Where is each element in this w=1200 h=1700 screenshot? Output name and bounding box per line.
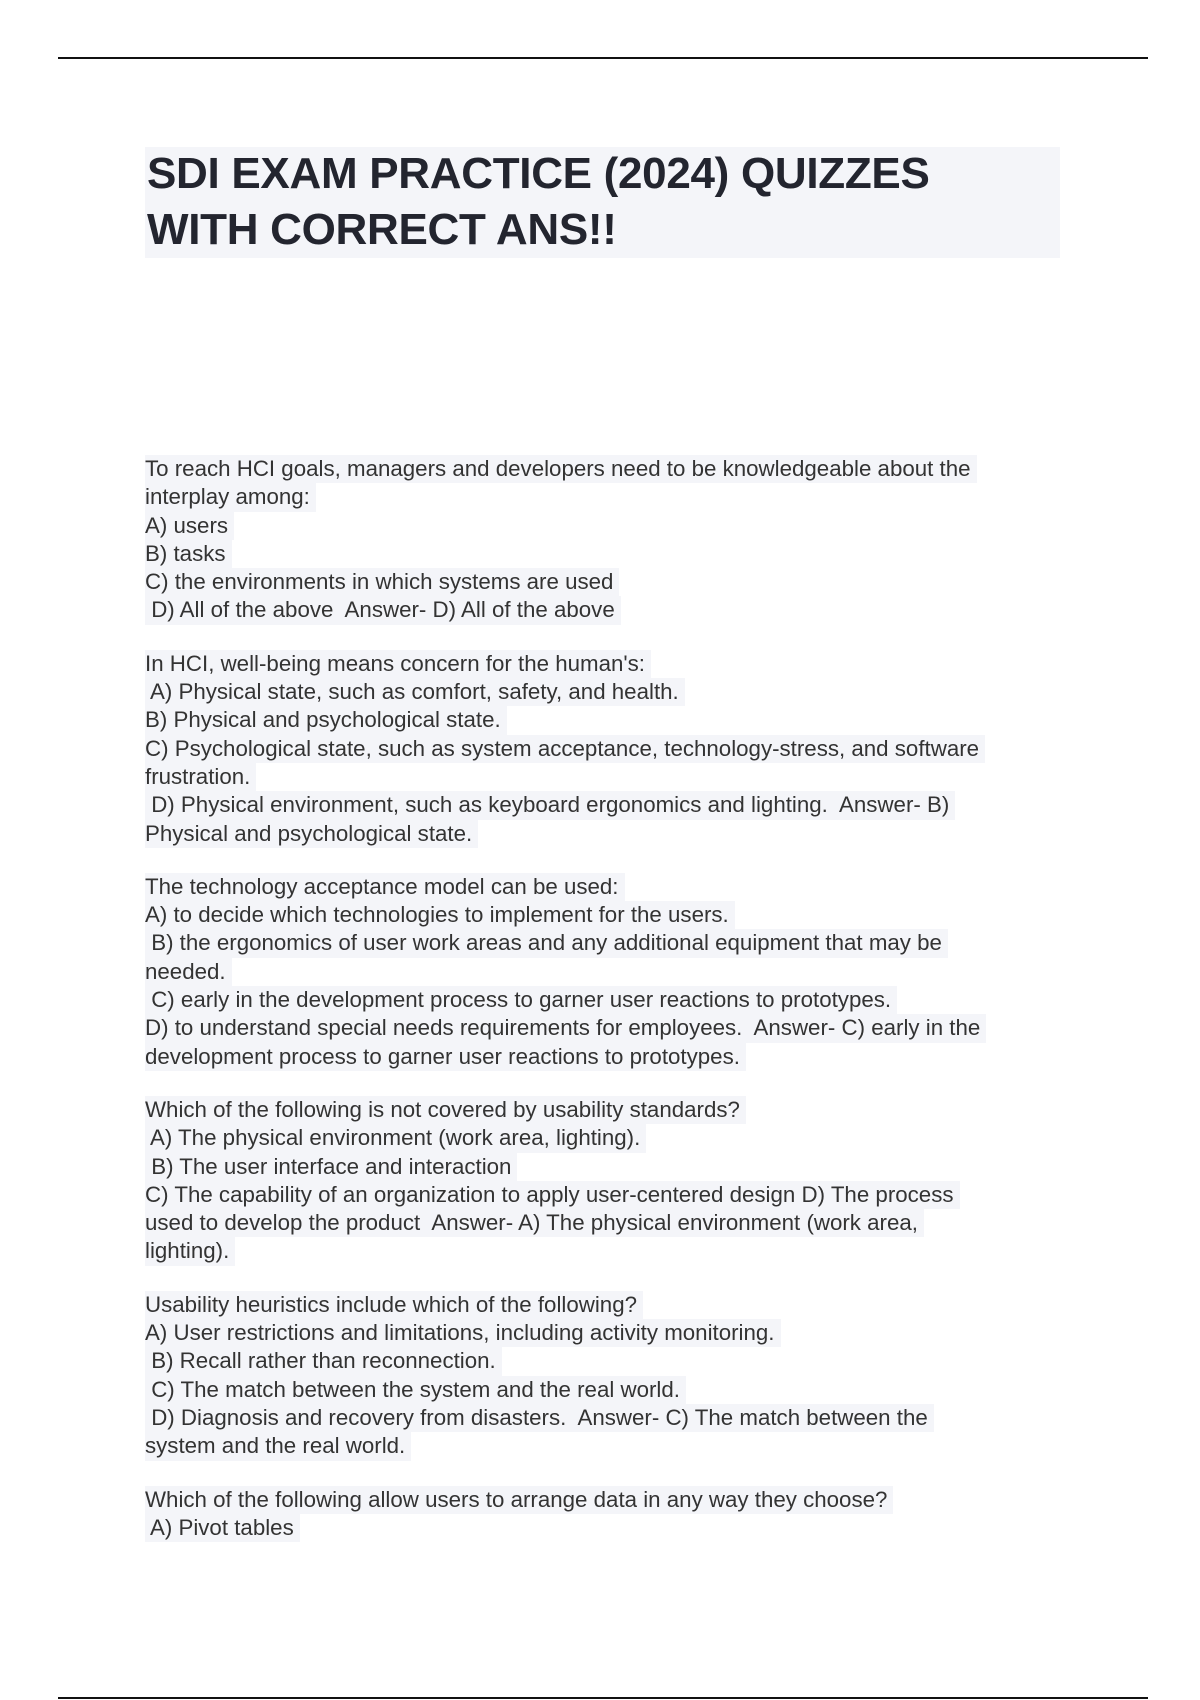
question-text: B) Recall rather than reconnection. bbox=[145, 1347, 502, 1375]
question-block bbox=[145, 1291, 986, 1461]
text-line bbox=[145, 986, 986, 1014]
text-line bbox=[145, 512, 986, 540]
question-text: needed. bbox=[145, 958, 232, 986]
text-line bbox=[145, 568, 986, 596]
text-line bbox=[145, 873, 986, 901]
question-text: In HCI, well-being means concern for the human's: bbox=[145, 650, 651, 678]
question-text: used to develop the product Answer- A) The physical environment (work area, bbox=[145, 1209, 924, 1237]
question-text: C) The match between the system and the real world. bbox=[145, 1376, 686, 1404]
text-line bbox=[145, 820, 986, 848]
question-text: To reach HCI goals, managers and developers need to be knowledgeable about the bbox=[145, 455, 977, 483]
question-text: frustration. bbox=[145, 763, 256, 791]
text-line bbox=[145, 455, 986, 483]
question-text: B) tasks bbox=[145, 540, 232, 568]
text-line bbox=[145, 1376, 986, 1404]
text-line bbox=[145, 1181, 986, 1209]
text-line bbox=[145, 1347, 986, 1375]
page-title-line-1: SDI EXAM PRACTICE (2024) QUIZZES bbox=[147, 149, 930, 198]
question-text: interplay among: bbox=[145, 483, 316, 511]
question-text: Which of the following is not covered by usability standards? bbox=[145, 1096, 746, 1124]
text-line bbox=[145, 735, 986, 763]
question-text: D) All of the above Answer- D) All of the above bbox=[145, 596, 621, 624]
question-text: B) Physical and psychological state. bbox=[145, 706, 507, 734]
text-line bbox=[145, 678, 986, 706]
question-text: development process to garner user reactions to prototypes. bbox=[145, 1043, 746, 1071]
text-line bbox=[145, 1319, 986, 1347]
text-line bbox=[145, 1096, 986, 1124]
text-line bbox=[145, 1124, 986, 1152]
text-line bbox=[145, 1153, 986, 1181]
text-line bbox=[145, 791, 986, 819]
question-text: A) The physical environment (work area, lighting). bbox=[145, 1124, 646, 1152]
question-text: C) early in the development process to garner user reactions to prototypes. bbox=[145, 986, 897, 1014]
question-text: Which of the following allow users to arrange data in any way they choose? bbox=[145, 1486, 893, 1514]
question-text: B) The user interface and interaction bbox=[145, 1153, 517, 1181]
question-text: C) The capability of an organization to apply user-centered design D) The process bbox=[145, 1181, 960, 1209]
text-line bbox=[145, 650, 986, 678]
text-line bbox=[145, 763, 986, 791]
question-block bbox=[145, 1096, 986, 1266]
question-text: D) Physical environment, such as keyboard ergonomics and lighting. Answer- B) bbox=[145, 791, 955, 819]
question-text: lighting). bbox=[145, 1237, 235, 1265]
text-line bbox=[145, 1486, 986, 1514]
page-title-line-2: WITH CORRECT ANS!! bbox=[147, 205, 617, 254]
text-line bbox=[145, 596, 986, 624]
question-text: A) Physical state, such as comfort, safety, and health. bbox=[145, 678, 685, 706]
question-block bbox=[145, 873, 986, 1071]
question-text: A) User restrictions and limitations, including activity monitoring. bbox=[145, 1319, 781, 1347]
text-line bbox=[145, 929, 986, 957]
question-text: C) Psychological state, such as system acceptance, technology-stress, and software bbox=[145, 735, 985, 763]
question-block bbox=[145, 455, 986, 625]
question-text: A) Pivot tables bbox=[145, 1514, 300, 1542]
question-text: The technology acceptance model can be used: bbox=[145, 873, 625, 901]
text-line bbox=[145, 483, 986, 511]
text-line bbox=[145, 1514, 986, 1542]
question-text: Physical and psychological state. bbox=[145, 820, 478, 848]
document-body bbox=[145, 455, 986, 1567]
text-line bbox=[145, 958, 986, 986]
question-block bbox=[145, 650, 986, 848]
text-line bbox=[145, 1014, 986, 1042]
text-line bbox=[145, 540, 986, 568]
question-text: Usability heuristics include which of the following? bbox=[145, 1291, 643, 1319]
text-line bbox=[145, 1432, 986, 1460]
question-text: A) to decide which technologies to implement for the users. bbox=[145, 901, 735, 929]
question-block bbox=[145, 1486, 986, 1543]
question-text: C) the environments in which systems are used bbox=[145, 568, 619, 596]
text-line bbox=[145, 706, 986, 734]
top-divider bbox=[58, 57, 1148, 59]
question-text: A) users bbox=[145, 512, 234, 540]
text-line bbox=[145, 1404, 986, 1432]
question-text: D) Diagnosis and recovery from disasters. Answer- C) The match between the bbox=[145, 1404, 934, 1432]
text-line bbox=[145, 1043, 986, 1071]
question-text: D) to understand special needs requirements for employees. Answer- C) early in the bbox=[145, 1014, 986, 1042]
text-line bbox=[145, 901, 986, 929]
text-line bbox=[145, 1209, 986, 1237]
text-line bbox=[145, 1237, 986, 1265]
question-text: B) the ergonomics of user work areas and any additional equipment that may be bbox=[145, 929, 948, 957]
question-text: system and the real world. bbox=[145, 1432, 411, 1460]
text-line bbox=[145, 1291, 986, 1319]
bottom-divider bbox=[58, 1697, 1148, 1699]
